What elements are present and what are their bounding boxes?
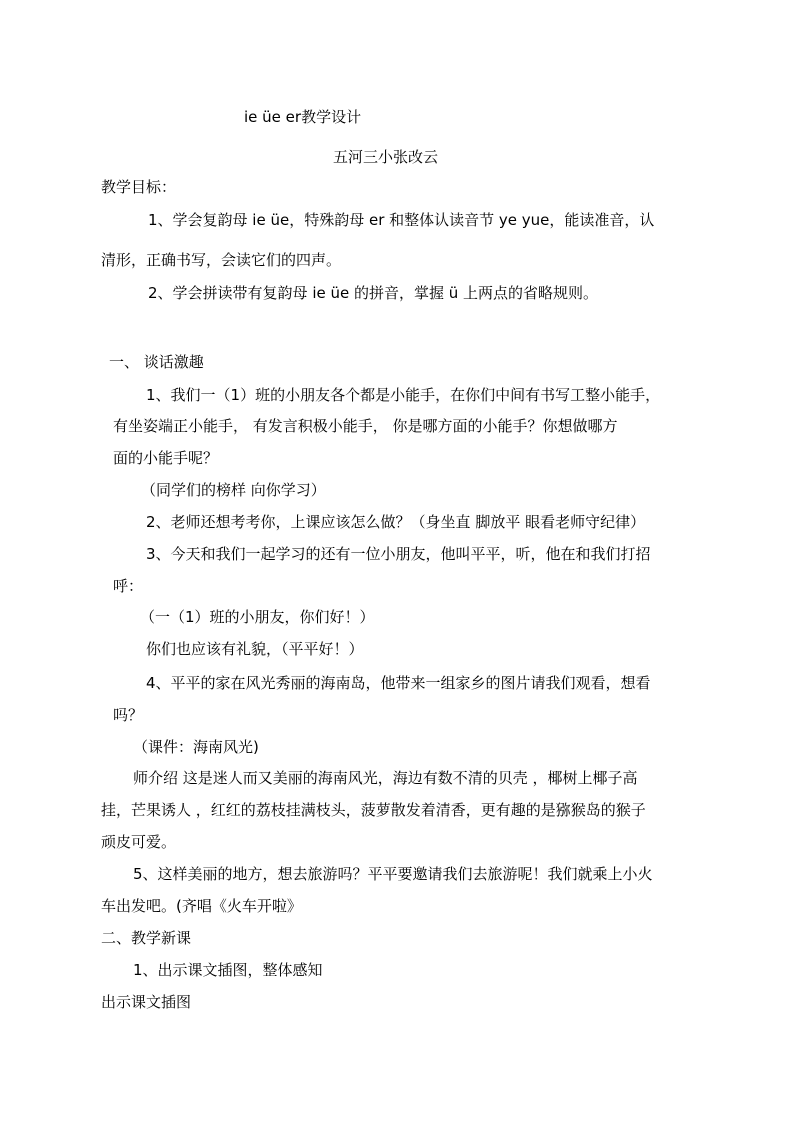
section-2-heading: 二、教学新课 <box>101 929 192 947</box>
s1-p1-line-2: 有坐姿端正小能手， 有发言积极小能手， 你是哪方面的小能手？你想做哪方 <box>113 417 618 435</box>
s1-p3-quote: （一（1）班的小朋友，你们好！） <box>140 608 375 626</box>
objective-1-line-2: 清形，正确书写，会读它们的四声。 <box>101 251 342 269</box>
s1-p2: 2、老师还想考考你，上课应该怎么做？（身坐直 脚放平 眼看老师守纪律） <box>146 513 646 531</box>
s1-p4-courseware: （课件：海南风光) <box>133 738 259 756</box>
s1-intro-line-1: 师介绍 这是迷人而又美丽的海南风光，海边有数不清的贝壳 ，椰树上椰子高 <box>133 769 638 787</box>
s1-p3-reply: 你们也应该有礼貌，（平平好！） <box>146 640 364 658</box>
document-title: ie üe er教学设计 <box>244 108 362 126</box>
s1-p5-line-1: 5、这样美丽的地方，想去旅游吗？平平要邀请我们去旅游呢！我们就乘上小火 <box>133 865 653 883</box>
s1-intro-line-3: 顽皮可爱。 <box>101 833 177 851</box>
objectives-heading: 教学目标： <box>101 178 177 196</box>
s2-p1-detail: 出示课文插图 <box>101 993 192 1011</box>
s1-intro-line-2: 挂，芒果诱人 ，红红的荔枝挂满枝头，菠萝散发着清香，更有趣的是猕猴岛的猴子 <box>101 801 646 819</box>
s1-p4-line-1: 4、平平的家在风光秀丽的海南岛，他带来一组家乡的图片请我们观看，想看 <box>146 674 651 692</box>
s1-p3-line-1: 3、今天和我们一起学习的还有一位小朋友，他叫平平，听，他在和我们打招 <box>146 545 651 563</box>
author-line: 五河三小张改云 <box>333 148 439 166</box>
s1-p5-line-2: 车出发吧。(齐唱《火车开啦》 <box>101 897 302 915</box>
s1-p3-line-2: 呼： <box>113 577 144 595</box>
s1-p4-line-2: 吗？ <box>113 706 144 724</box>
s1-p1-response: （同学们的榜样 向你学习） <box>141 481 326 499</box>
objective-2: 2、学会拼读带有复韵母 ie üe 的拼音，掌握 ü 上两点的省略规则。 <box>148 284 599 302</box>
objective-1-line-1: 1、学会复韵母 ie üe，特殊韵母 er 和整体认读音节 ye yue，能读准音，认 <box>148 211 655 229</box>
s1-p1-line-3: 面的小能手呢？ <box>113 449 219 467</box>
section-1-heading: 一、 谈话激趣 <box>109 353 204 371</box>
s1-p1-line-1: 1、我们一（1）班的小朋友各个都是小能手，在你们中间有书写工整小能手， <box>146 386 661 404</box>
s2-p1: 1、出示课文插图，整体感知 <box>133 961 323 979</box>
